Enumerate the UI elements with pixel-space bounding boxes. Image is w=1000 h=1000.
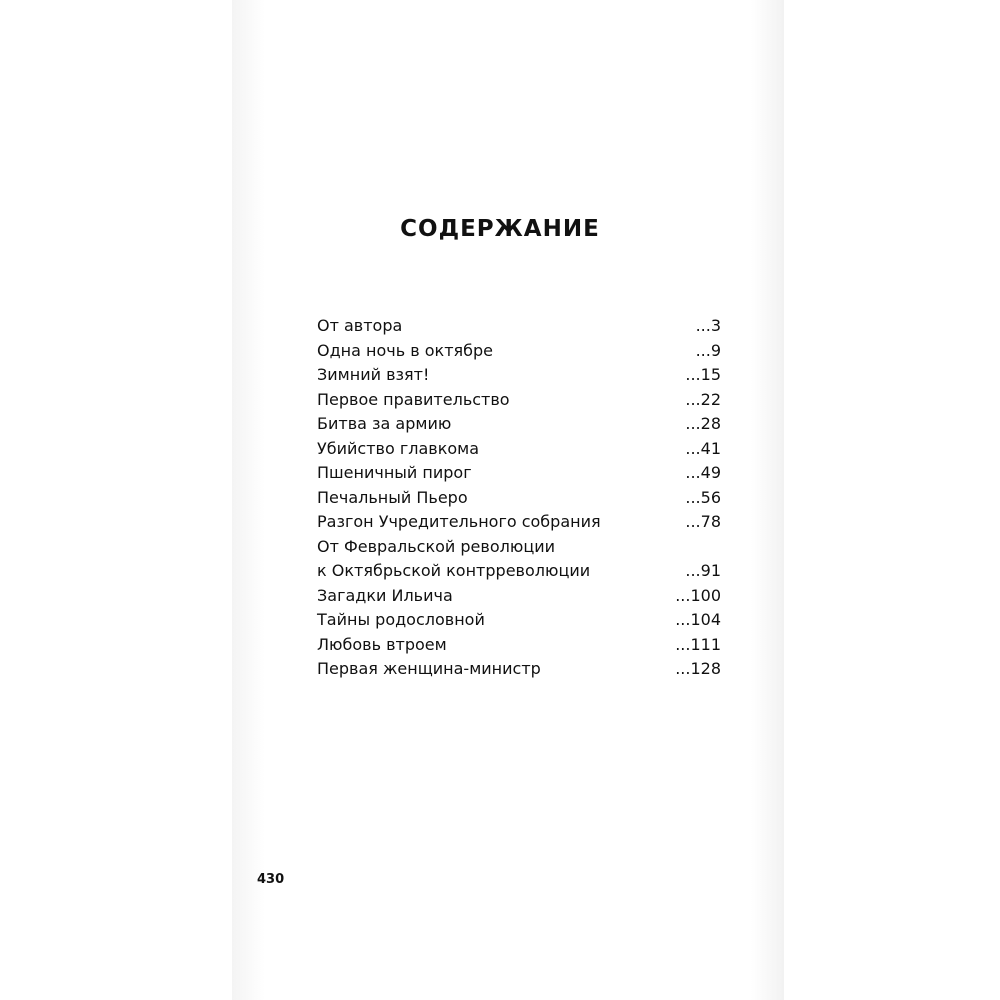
toc-entry-page: ...9 xyxy=(695,340,721,360)
toc-entry-title-line-2: к Октябрьской контрреволюции xyxy=(317,561,591,580)
toc-entry xyxy=(317,535,721,584)
table-of-contents xyxy=(317,314,721,682)
toc-entry-title: От автора xyxy=(317,316,403,335)
toc-entry-title: Зимний взят! xyxy=(317,365,430,384)
toc-entry-title: Загадки Ильича xyxy=(317,585,453,605)
toc-entry-page: ...28 xyxy=(685,414,721,433)
toc-entry xyxy=(317,657,721,682)
toc-entry-page: ...22 xyxy=(685,389,721,409)
toc-entry xyxy=(317,461,721,486)
toc-entry-page: ...100 xyxy=(675,585,721,605)
toc-entry xyxy=(317,608,721,633)
toc-entry-title: Первая женщина-министр xyxy=(317,659,541,678)
toc-entry-title: Печальный Пьеро xyxy=(317,487,468,507)
toc-entry-page: ...104 xyxy=(675,610,721,629)
toc-entry xyxy=(317,363,721,388)
toc-entry xyxy=(317,584,721,609)
toc-entry-page: ...128 xyxy=(675,659,721,678)
toc-entry-title: Битва за армию xyxy=(317,414,452,433)
toc-entry-page: ...91 xyxy=(685,561,721,580)
toc-entry-title: Одна ночь в октябре xyxy=(317,340,494,360)
page-number: 430 xyxy=(257,872,285,887)
toc-entry xyxy=(317,437,721,462)
toc-entry-page: ...56 xyxy=(685,487,721,507)
toc-entry xyxy=(317,633,721,658)
toc-entry xyxy=(317,510,721,535)
toc-entry-page: ...78 xyxy=(685,512,721,531)
toc-entry-title-line-1: От Февральской революции xyxy=(317,536,555,556)
toc-entry-title: Убийство главкома xyxy=(317,438,480,458)
toc-entry-page: ...111 xyxy=(675,634,721,654)
toc-entry xyxy=(317,412,721,437)
toc-entry-page: ...3 xyxy=(695,316,721,335)
toc-entry xyxy=(317,388,721,413)
toc-entry-title: Пшеничный пирог xyxy=(317,463,472,482)
toc-entry xyxy=(317,314,721,339)
toc-entry xyxy=(317,486,721,511)
toc-entry-title: Разгон Учредительного собрания xyxy=(317,512,601,531)
toc-entry-title: Любовь втроем xyxy=(317,634,447,654)
contents-heading: СОДЕРЖАНИЕ xyxy=(400,216,600,242)
toc-entry-title: Тайны родословной xyxy=(317,610,485,629)
toc-entry-title: Первое правительство xyxy=(317,389,510,409)
toc-entry-page: ...15 xyxy=(685,365,721,384)
toc-entry xyxy=(317,339,721,364)
toc-entry-page: ...49 xyxy=(685,463,721,482)
toc-entry-page: ...41 xyxy=(685,438,721,458)
